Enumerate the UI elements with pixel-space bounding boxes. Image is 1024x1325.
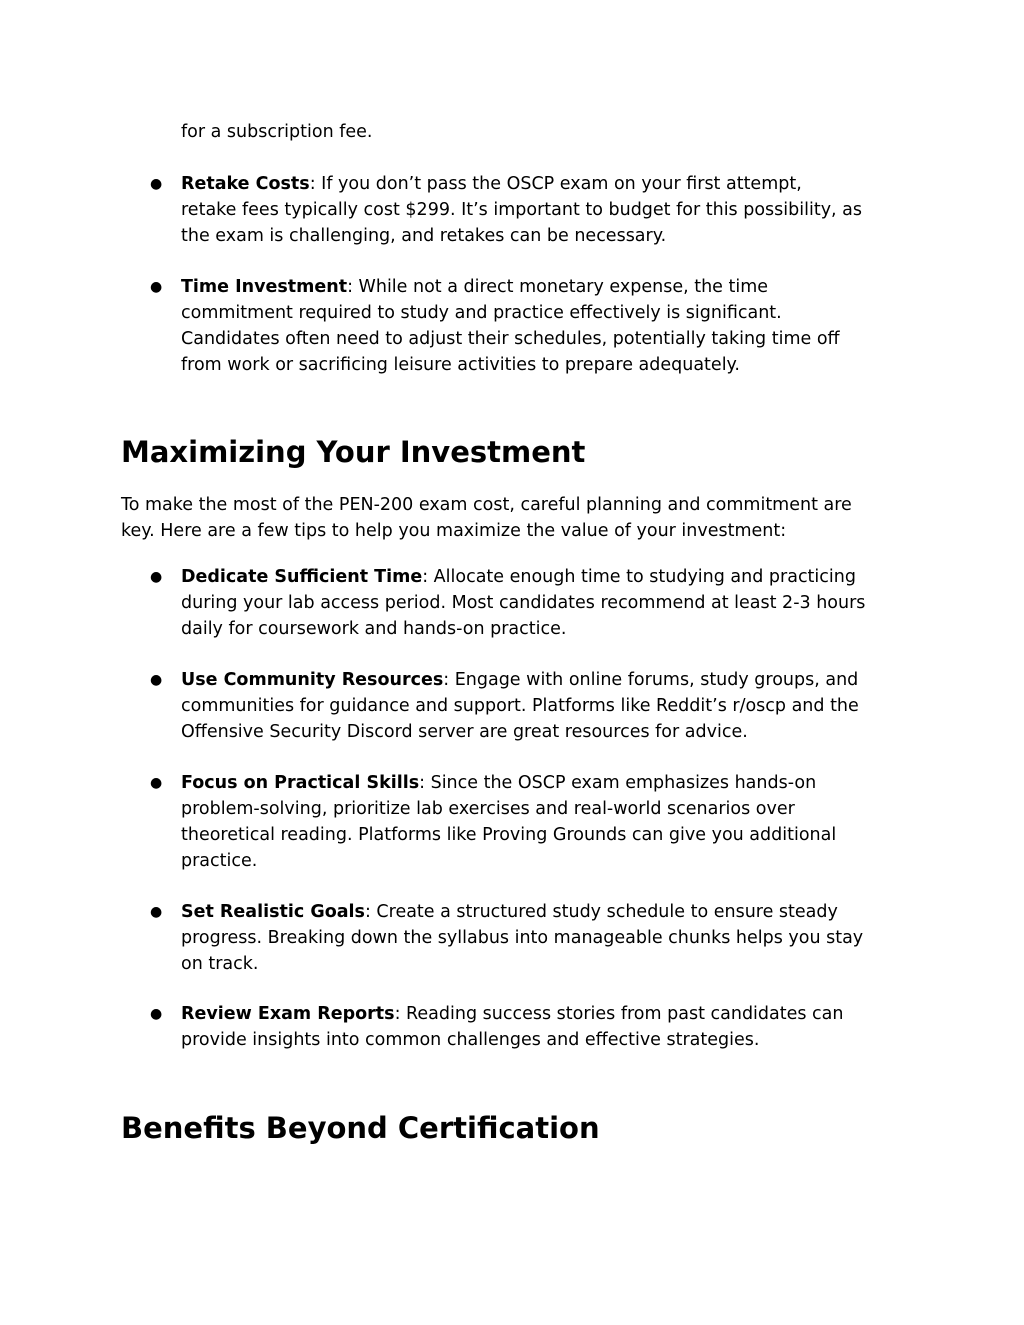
list-item-line: problem-solving, prioritize lab exercises and real-world scenarios over [181, 799, 795, 819]
list-item-line: Offensive Security Discord server are great resources for advice. [181, 722, 748, 742]
bullet-icon: ● [150, 1006, 163, 1022]
list-item-text: : Allocate enough time to studying and practicing [422, 567, 856, 587]
list-item-term: Dedicate Sufficient Time [181, 567, 423, 587]
list-item-text: : If you don’t pass the OSCP exam on your first attempt, [309, 174, 802, 194]
list-item-line: theoretical reading. Platforms like Proving Grounds can give you additional [181, 825, 837, 845]
list-item-text: : Engage with online forums, study groups, and [443, 670, 859, 690]
list-item-line: communities for guidance and support. Platforms like Reddit’s r/oscp and the [181, 696, 859, 716]
list-item-text: : Since the OSCP exam emphasizes hands-on [419, 773, 817, 793]
list-item-line: daily for coursework and hands-on practice. [181, 619, 567, 639]
section-heading-maximizing: Maximizing Your Investment [121, 435, 586, 469]
list-item-first-line [181, 899, 838, 925]
bullet-icon: ● [150, 904, 163, 920]
section-heading-benefits: Benefits Beyond Certification [121, 1111, 600, 1145]
list-item-line: during your lab access period. Most candidates recommend at least 2-3 hours [181, 593, 866, 613]
list-item-text: : Reading success stories from past candidates can [394, 1004, 844, 1024]
paragraph-line: key. Here are a few tips to help you maximize the value of your investment: [121, 521, 787, 541]
list-item-line: from work or sacrificing leisure activities to prepare adequately. [181, 355, 740, 375]
list-item-first-line [181, 1001, 844, 1027]
list-item-term: Set Realistic Goals [181, 902, 365, 922]
list-item-line: Candidates often need to adjust their schedules, potentially taking time off [181, 329, 840, 349]
list-item-term: Review Exam Reports [181, 1004, 395, 1024]
list-item-term: Use Community Resources [181, 670, 444, 690]
list-item-line: provide insights into common challenges and effective strategies. [181, 1030, 760, 1050]
list-item-line: practice. [181, 851, 258, 871]
bullet-icon: ● [150, 569, 163, 585]
list-item-text: : While not a direct monetary expense, the time [347, 277, 769, 297]
list-item-first-line [181, 667, 858, 693]
list-item-line: the exam is challenging, and retakes can be necessary. [181, 226, 667, 246]
continuation-text: for a subscription fee. [181, 122, 373, 142]
bullet-icon: ● [150, 176, 163, 192]
list-item-term: Retake Costs [181, 174, 310, 194]
list-item-first-line [181, 770, 816, 796]
list-item-line: commitment required to study and practice effectively is significant. [181, 303, 782, 323]
bullet-icon: ● [150, 279, 163, 295]
list-item-term: Time Investment [181, 277, 348, 297]
list-item-first-line [181, 274, 768, 300]
paragraph-line: To make the most of the PEN-200 exam cost, careful planning and commitment are [121, 495, 852, 515]
list-item-line: retake fees typically cost $299. It’s important to budget for this possibility, as [181, 200, 863, 220]
list-item-first-line [181, 171, 802, 197]
list-item-term: Focus on Practical Skills [181, 773, 420, 793]
list-item-line: on track. [181, 954, 259, 974]
list-item-first-line [181, 564, 856, 590]
list-item-text: : Create a structured study schedule to ensure steady [364, 902, 838, 922]
list-item-line: progress. Breaking down the syllabus into manageable chunks helps you stay [181, 928, 864, 948]
bullet-icon: ● [150, 672, 163, 688]
bullet-icon: ● [150, 775, 163, 791]
